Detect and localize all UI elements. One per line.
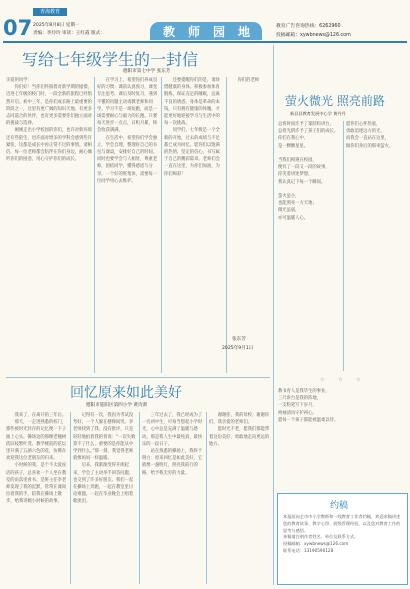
poem-column [346,121,408,371]
page-header [0,0,410,42]
poem-line: 勇敢追逐远方的光， [346,129,385,135]
paragraph: 三年过去了，我已经成为了一名初中生，可每当想起小学时光，心中总是充满了温暖与感动。那是我人生中最纯真、最快乐的一段日子。 [142,413,203,447]
poem-line: 也能照亮一方天地； [278,201,317,207]
section-title-char: 师 [188,25,201,39]
article-column [6,77,92,375]
poem-line: 一支粉笔写下岁月， [278,403,317,409]
poem-line: 做你们身后的那束萤火。 [346,143,394,149]
poem-line: 微光虽弱， [278,208,300,214]
call-for-papers-box [277,493,408,585]
article-byline: 新县县教育发展中心学 黄丹丹 [290,111,346,116]
issue-date: 2025年8月8日 星期一 [33,23,80,28]
article-column [6,412,68,586]
article-title: 回忆原来如此美好 [70,385,182,401]
paragraph: 同学们，七年级是一个全新的开始，过去的成绩与不足都已成为回忆。愿你们以饱满的热情、坚定的信心，书写属于自己的精彩篇章。老师们会一直在这里，为你们加油，为你们喝彩！ [164,128,220,177]
paragraph: 站在熟悉的操场上，我终于明白：原来回忆是如此美好，它就像一盏明灯，照亮我前行的路，给予我无穷的力量。 [142,449,203,476]
article-divider [6,377,270,378]
poem-block [278,388,406,474]
ad-title: 约稿 [330,501,349,511]
column-divider [70,412,71,584]
ad-hotline: 教育广告咨询热线：6262960 [276,24,341,29]
column-divider [139,412,140,584]
poem-line: 愿你们心怀热爱， [346,122,381,127]
column-divider [206,412,207,584]
section-title-char: 园 [213,25,226,39]
paragraph: 还要提醒你们的是，请珍惜健康的身体。积极参加体育锻炼，保证充足的睡眠，远离不良的诱惑。身体是革命的本钱，只有拥有健康的体魄，才能更好地迎接学习与生活中的每一次挑战。 [164,78,220,127]
column-divider [226,77,227,373]
paragraph: 愿时光不老，愿我们都能带着这份美好，勇敢地走向更远的地方。 [209,427,270,447]
ad-body [283,514,402,582]
column-divider [343,121,344,371]
page-number: 07 [3,16,33,40]
paragraph: 你们好！当你们怀揣着对新学期的憧憬，迈进七年级的校门时，一段全新的旅程已经悄然开启。初中三年，是你们成长路上最重要的阶段之一，这里有更广阔的知识天地，有更多志同道合的伙伴，也有更多需要你们独立面对的挑战与选择。 [6,85,92,127]
poem-line: 萤火虽小， [278,194,300,199]
article-byline: 德阳市第七中学 张东芳 [123,69,171,74]
paragraph: 你们的老师 [237,78,260,83]
poem-column [278,121,342,371]
poem-line: 当我们相遇在校园， [278,158,317,163]
article-byline: 德阳市旌阳区第四小学 黄诗蕾 [86,403,148,408]
article-title: 写给七年级学生的一封信 [22,50,199,69]
poem-line: 三尺讲台是我的阵地， [278,396,321,402]
ad-line: 本报面向全市中小学教师和一线教育工作者约稿，欢迎来稿讲述您的教育故事、教学心得、班级管理经验，以及您对教育工作的思考与感悟。 [283,514,401,533]
section-divider [273,45,274,585]
poem-line: 总将光阴许予了孩子们的成长。 [278,129,339,135]
poem-line: 而我会一直站在这里， [346,136,389,142]
section-title-char: 教 [163,25,176,39]
poem-line: 你们在我心中， [278,136,309,142]
poem-line: 亦可温暖人心。 [278,215,309,221]
poem-line: 是一颗颗星星。 [278,143,309,149]
poem-line: 你笑着讲述梦想， [278,172,313,178]
editor-line: 责编：李玲玲 审读：王红霞 版式： [33,31,105,36]
paragraph: 那天，一走进熟悉的校门，那些被时光封存的记忆便一下子涌上心头。操场边的那棵老槐树依旧枝繁叶茂，教学楼前的花坛里开满了五颜六色的花，仿佛在欢迎我这位老朋友的归来。 [6,420,67,462]
article-column [97,77,159,375]
salutation: 亲爱的同学： [6,78,32,83]
column-divider [94,77,95,373]
article-title: 萤火微光 照亮前路 [285,94,385,108]
contribution-email: 投稿邮箱：xywbnews@126.com [276,33,351,38]
article-column [229,77,269,327]
newspaper-logo: 青海教育 [33,8,67,16]
ad-phone: 联系电话：13190590128 [283,547,334,553]
poem-line: 总将时间许予了案牍和讲台， [278,122,334,127]
article-column [209,412,270,586]
section-title-char: 地 [238,25,251,39]
article-column [164,77,224,375]
ad-line: 来稿请注明作者姓名、单位及联系方式。 [283,534,359,540]
poem-line: 愿每一个孩子都能被温柔以待。 [278,417,339,423]
header-rule [3,41,407,43]
ad-email: 投稿邮箱：xywbnews@126.com [283,541,349,547]
letter-signature: 张东芳 [232,337,246,342]
paragraph: 小时候的我，是个不太爱说话的孩子，总喜欢一个人坐在教室的角落里看书。是班主任李老师发现了我的沉默，常常在课间拉着我的手，陪我在操场上散步，给我讲她小时候的故事。 [6,463,67,505]
paragraph: 在学习上，希望你们养成良好的习惯：课前认真预习，课堂专注思考，课后及时复习，遇到不懂的问题主动请教老师和同学。学习不是一场短跑，而是一场需要耐心与毅力的长跑。只要每天进步一点点，日积月累，终会收获满满。 [97,78,158,134]
column-divider [161,77,162,373]
article-column [142,412,204,586]
paragraph: 记得有一次，我因为考试没考好，一个人躲在楼梯间哭。李老师找到了我，没有批评，只是轻轻地拍着我的背说：“一次失败算不了什么，重要的是你能从中学到什么。”那一刻，我觉得老师就像妈妈一样温暖。 [73,413,136,462]
poem-line: 我认真记下每一个瞬间。 [278,179,326,185]
paragraph: 谢谢你，我的母校；谢谢你们，我亲爱的老师们。 [209,413,270,426]
poem-line: 便有了一段又一段的故事， [278,165,330,171]
paragraph: 刚刚走出小学校园的你们，也许对新环境还有些陌生，也许面对增多的学科会感到些许紧张，这都是成长中再正常不过的事情。请相信，每一位老师都会陪伴在你们身边，耐心倾听你们的困惑，用心守护你们的成长。 [6,128,92,163]
paragraph: 后来，我渐渐变得开朗起来，学会了主动举手回答问题，也交到了许多好朋友。我们一起在操场上奔跑，一起在教室里讨论难题，一起在毕业晚会上唱着歌流泪。 [73,463,134,505]
paragraph: 我来了，在离开的三年后。 [14,413,67,418]
letter-date: 2025年9月1日 [222,346,254,351]
paragraph: 在生活中，希望你们学会独立，学会自理，整理好自己的书包与课桌，安排好自己的时间。同时也要学会与人相处，尊重老师，团结同学，懂得感恩与分享。一个好的班集体，需要每一位同学用心去维护。 [97,135,158,184]
poem-line: 教书育人是我毕生的事业， [278,389,330,394]
article-column [73,412,137,586]
section-separator: ☆ ☆ ☆ [320,377,367,383]
poem-line: 两袖清风守护初心。 [278,410,317,416]
